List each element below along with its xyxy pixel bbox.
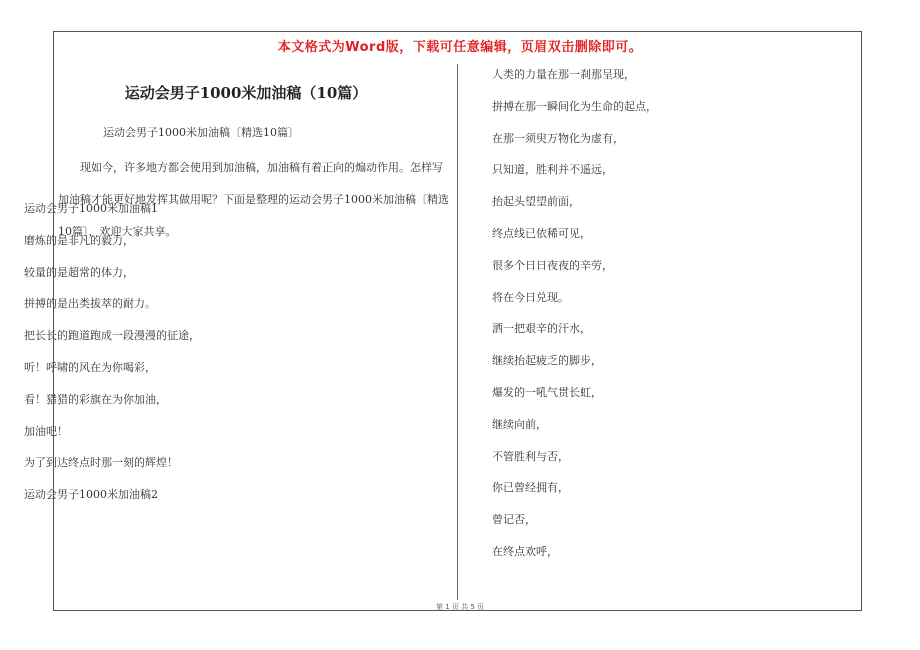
right-poem-lines (492, 64, 657, 573)
poem-line: 加油吧！ (24, 424, 68, 438)
poem-line: 运动会男子1000米加油稿2 (24, 488, 158, 502)
poem-line: 磨炼的是非凡的毅力， (24, 233, 134, 247)
poem-line: 曾记否， (492, 513, 536, 527)
poem-line: 不管胜利与否， (492, 449, 569, 463)
document-subtitle: 运动会男子1000米加油稿〔精选10篇〕 (103, 126, 299, 139)
poem-line: 爆发的一吼气贯长虹， (492, 385, 602, 399)
intro-paragraph: 现如今，许多地方都会使用到加油稿，加油稿有着正向的煽动作用。怎样写加油稿才能更好地发挥其做用呢？下面是整理的运动会男子1000米加油稿〔精选10篇〕，欢迎大家共享。 (58, 161, 449, 238)
poem-line: 继续抬起疲乏的脚步， (492, 354, 602, 368)
poem-line: 听！呼啸的风在为你喝彩， (24, 360, 156, 374)
document-title: 运动会男子1000米加油稿（10篇） (124, 84, 368, 102)
poem-line: 洒一把艰辛的汗水， (492, 322, 591, 336)
poem-line: 终点线已依稀可见， (492, 226, 591, 240)
header-banner: 本文格式为Word版，下载可任意编辑，页眉双击删除即可。 (277, 40, 643, 55)
column-divider (457, 64, 458, 600)
poem-line: 在那一须臾万物化为虚有， (492, 131, 624, 145)
poem-line: 拼搏的是出类拔萃的耐力。 (24, 297, 156, 311)
left-column (58, 82, 450, 238)
poem-line: 继续向前， (492, 417, 547, 431)
poem-line: 较量的是超常的体力， (24, 265, 134, 279)
poem-line: 很多个日日夜夜的辛劳， (492, 258, 613, 272)
poem-line: 为了到达终点时那一刻的辉煌！ (24, 456, 178, 470)
poem-line: 只知道，胜利并不遥远， (492, 163, 613, 177)
poem-line: 将在今日兑现。 (492, 290, 569, 304)
poem-line: 看！猎猎的彩旗在为你加油， (24, 392, 167, 406)
poem-line: 抬起头望望前面， (492, 195, 580, 209)
poem-line: 拼搏在那一瞬间化为生命的起点， (492, 99, 657, 113)
poem-line: 把长长的跑道跑成一段漫漫的征途， (24, 329, 200, 343)
poem-line: 你已曾经拥有， (492, 481, 569, 495)
left-poem-lines (24, 198, 200, 516)
poem-line: 在终点欢呼， (492, 544, 558, 558)
poem-line: 人类的力量在那一刹那呈现， (492, 68, 635, 81)
poem-line: 运动会男子1000米加油稿1 (24, 202, 158, 215)
page-number: 第 1 页 共 5 页 (435, 603, 485, 611)
